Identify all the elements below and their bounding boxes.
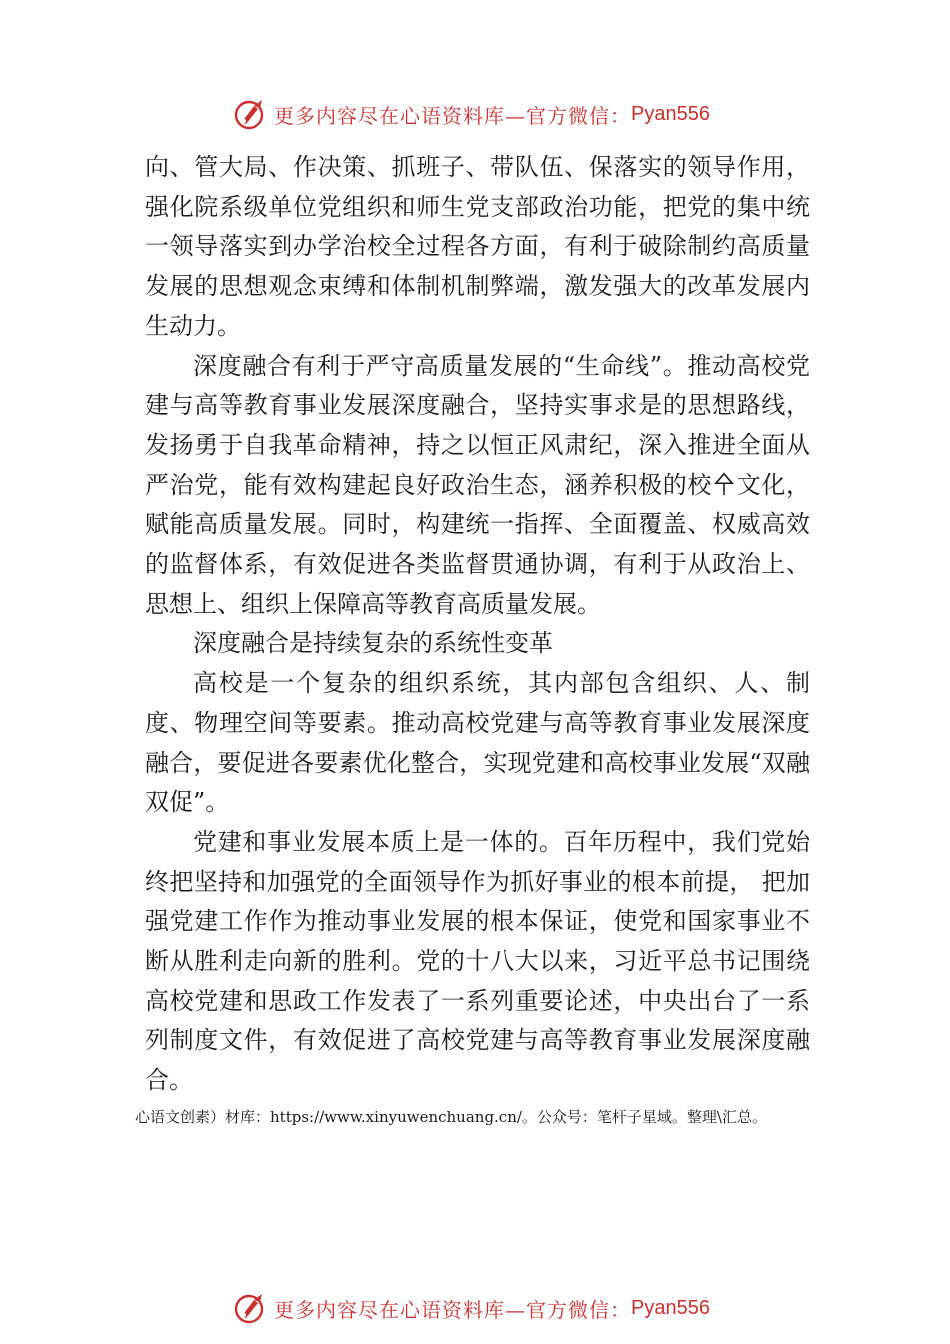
brand-logo-icon [232, 96, 268, 132]
banner-wechat-id: Pyan556 [631, 102, 710, 125]
paragraph: 高校是一个复杂的组织系统，其内部包含组织、人、制度、物理空间等要素。推动高校党建与高等教育事业发展深度融合，要促进各要素优化整合，实现党建和高校事业发展“双融双促”。 [145, 669, 810, 817]
article-body [145, 148, 810, 1101]
banner-text: 更多内容尽在心语资料库—官方微信： [274, 103, 631, 128]
banner-wechat-id: Pyan556 [631, 1296, 710, 1319]
banner-text: 更多内容尽在心语资料库—官方微信： [274, 1297, 631, 1322]
source-note: 心语文创素）材库：https://www.xinyuwenchuang.cn/。公众号：笔杆子星域。整理\汇总。 [135, 1108, 767, 1126]
section-heading: 深度融合是持续复杂的系统性变革 [193, 629, 553, 658]
paragraph: 深度融合有利于严守高质量发展的“生命线”。推动高校党建与高等教育事业发展深度融合，坚持实事求是的思想路线，发扬勇于自我革命精神，持之以恒正风肃纪，深入推进全面从严治党，能有效构建起良好政治生态，涵养积极的校㐃文化，赋能高质量发展。同时，构建统一指挥、全面覆盖、权威高效的监督体系，有效促进各类监督贯通协调，有利于从政治上、思想上、组织上保障高等教育高质量发展。 [145, 351, 810, 618]
paragraph: 党建和事业发展本质上是一体的。百年历程中，我们党始终把坚持和加强党的全面领导作为抓好事业的根本前提， 把加强党建工作作为推动事业发展的根本保证，使党和国家事业不断从胜利走向新的胜利。党的十八大以来，习近平总书记围绕高校党建和思政工作发表了一系列重要论述，中央出台了一系列制度文件，有效促进了高校党建与高等教育事业发展深度融合。 [145, 827, 810, 1095]
footer-banner [232, 1290, 710, 1326]
paragraph: 向、管大局、作决策、抓班子、带队伍、保落实的领导作用，强化院系级单位党组织和师生党支部政治功能，把党的集中统一领导落实到办学治校全过程各方面，有利于破除制约高质量发展的思想观念束缚和体制机制弊端，激发强大的改革发展内生动力。 [145, 153, 810, 340]
brand-logo-icon [232, 1290, 268, 1326]
header-banner [232, 96, 710, 132]
